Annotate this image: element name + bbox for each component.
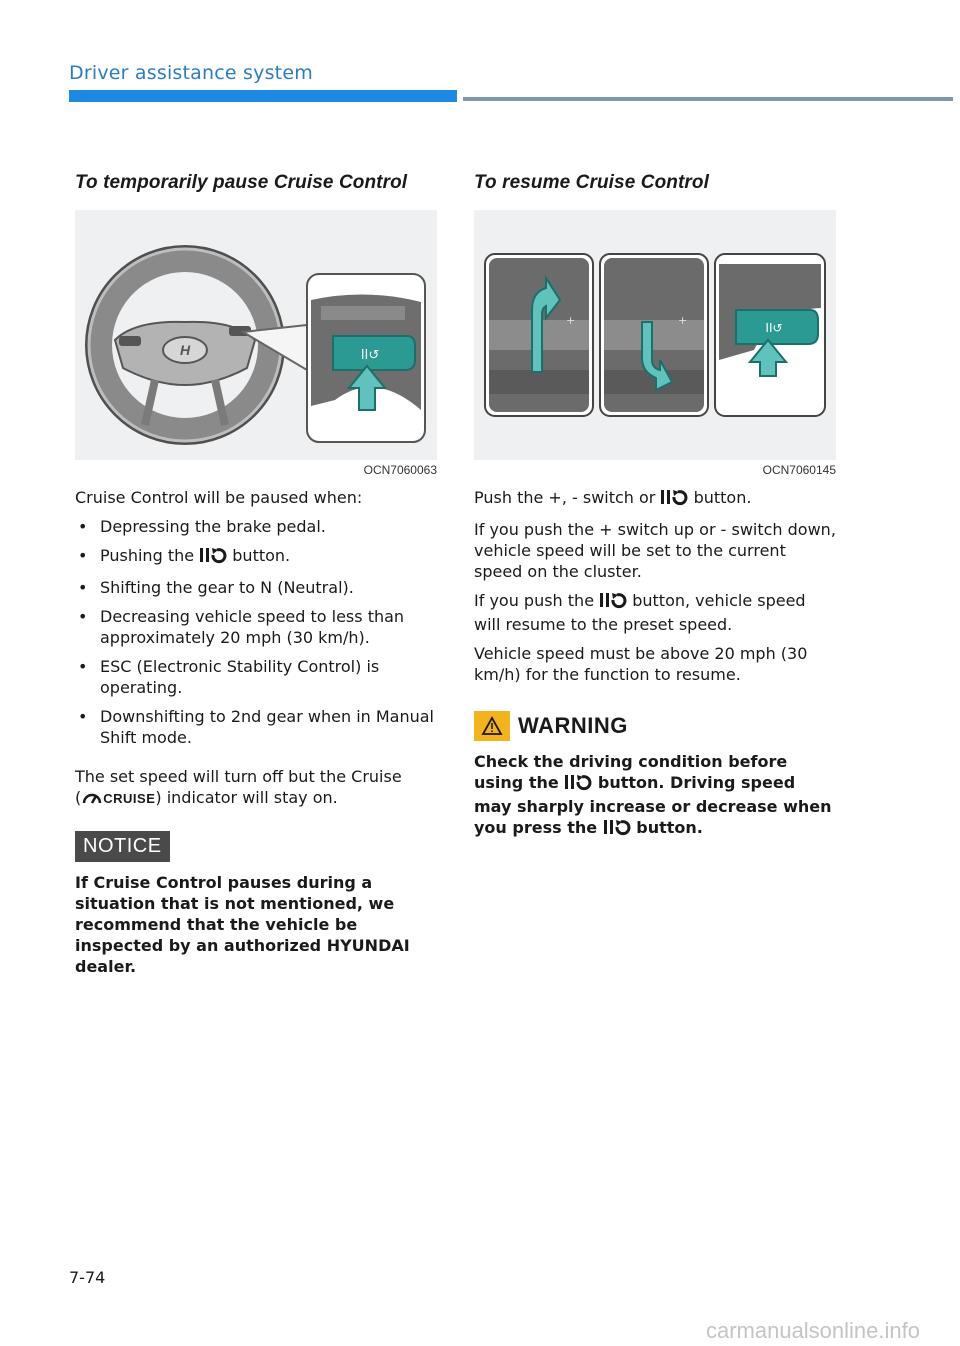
cruise-indicator-icon xyxy=(81,790,103,811)
resume-p2: If you push the + switch up or - switch down, vehicle speed will be set to the current speed on the cluster. xyxy=(474,520,836,581)
pause-heading: To temporarily pause Cruise Control xyxy=(75,172,408,193)
notice-label: NOTICE xyxy=(75,831,170,862)
svg-text:II↺: II↺ xyxy=(765,321,783,335)
figure-code: OCN7060145 xyxy=(762,463,836,477)
switch-figure xyxy=(474,210,836,460)
resume-p3: If you push the button, vehicle speed will resume to the preset speed. xyxy=(474,591,806,634)
resume-p4: Vehicle speed must be above 20 mph (30 km/h) for the function to resume. xyxy=(474,644,808,684)
list-item: • Decreasing vehicle speed to less than approximately 20 mph (30 km/h). xyxy=(78,607,405,647)
header-bar-accent xyxy=(69,90,457,102)
pause-resume-icon xyxy=(603,818,631,841)
indicator-paragraph: The set speed will turn off but the Cruise ( CRUISE) indicator will stay on. xyxy=(75,766,437,811)
switch-illustration xyxy=(474,210,836,460)
list-item: • Shifting the gear to N (Neutral). xyxy=(78,578,354,597)
warning-icon xyxy=(474,711,510,741)
panel-button xyxy=(715,254,825,416)
list-item: • Pushing the button. xyxy=(75,545,437,569)
warning-label: WARNING xyxy=(518,713,628,738)
notice-text: If Cruise Control pauses during a situation that is not mentioned, we recommend that the vehicle be inspected by an authorized HYUNDAI dealer. xyxy=(75,873,410,976)
list-item: • Downshifting to 2nd gear when in Manual Shift mode. xyxy=(78,707,434,747)
pause-intro: Cruise Control will be paused when: xyxy=(75,488,363,507)
panel-up xyxy=(485,254,593,416)
header-bar-rule xyxy=(463,97,953,101)
cruise-indicator-text: CRUISE xyxy=(103,791,156,806)
warning-text: Check the driving condition before using the button. Driving speed may sharply increase or decrease when you press the button. xyxy=(474,751,836,841)
pause-resume-icon xyxy=(564,773,592,796)
right-column xyxy=(474,172,836,841)
steering-wheel-figure xyxy=(75,210,437,460)
figure-code: OCN7060063 xyxy=(363,463,437,477)
section-title: Driver assistance system xyxy=(69,62,313,84)
warning-header xyxy=(474,711,836,741)
pause-conditions-list xyxy=(75,516,437,748)
pause-resume-icon xyxy=(599,591,627,614)
steering-wheel-illustration xyxy=(75,210,437,460)
steering-wheel xyxy=(87,247,283,443)
page-number: 7-74 xyxy=(69,1268,106,1287)
list-item: • ESC (Electronic Stability Control) is operating. xyxy=(78,657,380,697)
resume-p1: Push the +, - switch or button. xyxy=(474,487,836,511)
watermark: carmanualsonline.info xyxy=(705,1318,920,1343)
panel-down xyxy=(600,254,708,416)
svg-text:II↺: II↺ xyxy=(360,348,380,363)
pause-resume-icon xyxy=(199,546,227,569)
resume-heading: To resume Cruise Control xyxy=(474,172,710,193)
svg-text:+: + xyxy=(678,314,688,327)
svg-text:+: + xyxy=(566,314,576,327)
list-item: • Depressing the brake pedal. xyxy=(78,517,326,536)
left-column xyxy=(75,172,437,977)
svg-text:H: H xyxy=(179,342,191,358)
button-closeup xyxy=(307,274,425,442)
pause-resume-icon xyxy=(660,488,688,511)
